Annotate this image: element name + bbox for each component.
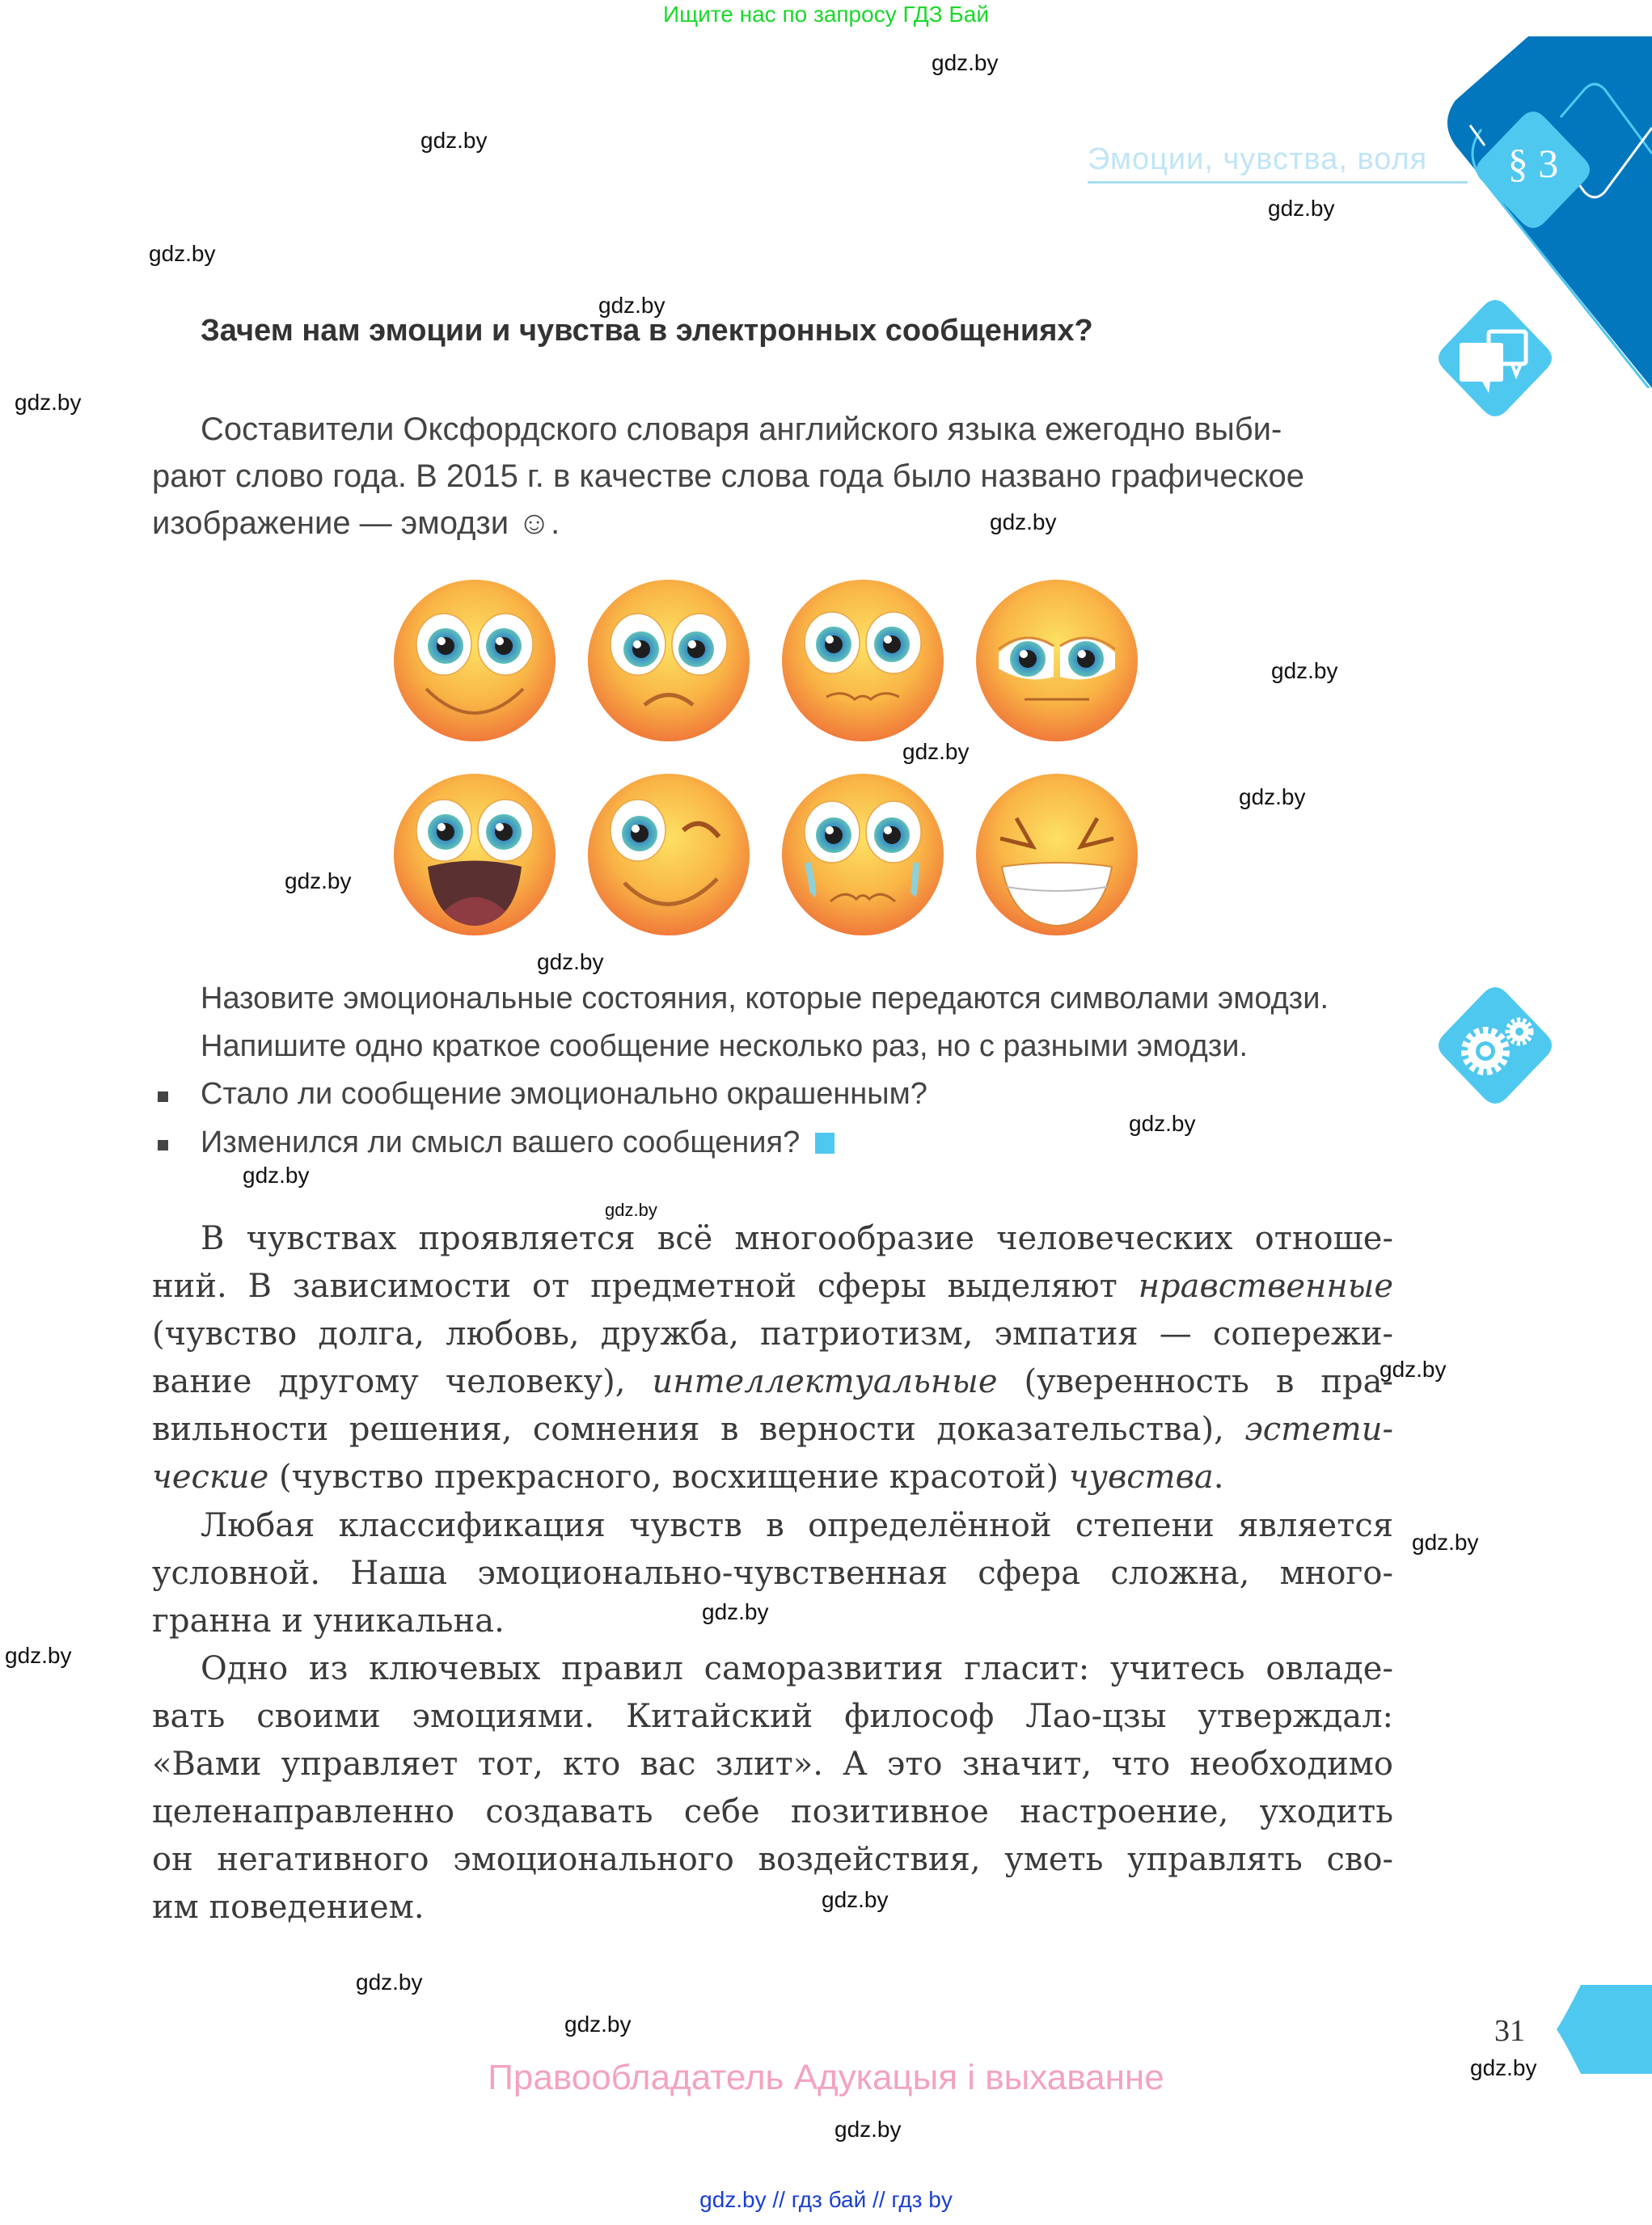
- emoji-skeptical-icon: [976, 580, 1138, 741]
- task-question-2-text: Изменился ли смысл вашего сообщения?: [201, 1125, 801, 1159]
- discussion-icon: [1435, 298, 1555, 419]
- watermark: gdz.by: [149, 241, 216, 266]
- p1-line-6: (чувство прекрасного, восхищение красотой): [268, 1459, 1069, 1496]
- watermark: gdz.by: [1268, 196, 1335, 221]
- chapter-title: Эмоции, чувства, воля: [1088, 142, 1428, 176]
- p1-line-3: (чувство долга, любовь, дружба, патриотизм, эмпатия — сопережи-: [152, 1315, 1393, 1353]
- watermark: gdz.by: [702, 1599, 769, 1624]
- practice-gear-icon: [1435, 985, 1555, 1106]
- bullet-icon: [158, 1140, 168, 1150]
- watermark: gdz.by: [1239, 784, 1306, 809]
- header-rule: [1088, 181, 1468, 184]
- p3-line-3: «Вами управляет тот, кто вас злит». А это значит, что необходимо: [152, 1746, 1393, 1783]
- p2-line-3: гранна и уникальна.: [152, 1602, 505, 1640]
- emoji-faces-illustration: [392, 570, 1144, 946]
- emoji-worried-icon: [782, 580, 944, 741]
- watermark: gdz.by: [243, 1163, 310, 1188]
- emoji-grid: [392, 570, 1144, 946]
- watermark: gdz.by: [1412, 1530, 1479, 1555]
- body-paragraph-3: [152, 1645, 1393, 1932]
- emoji-laughing-icon: [394, 774, 556, 935]
- watermark: gdz.by: [1470, 2055, 1537, 2080]
- intro-end: .: [551, 505, 560, 541]
- p1-line-4-end: (уверенность в пра-: [997, 1363, 1393, 1400]
- top-banner: Ищите нас по запросу ГДЗ Бай: [662, 2, 990, 27]
- term-aesthetic-end: ческие: [152, 1459, 269, 1496]
- watermark: gdz.by: [1271, 658, 1338, 683]
- task-end-marker-icon: [815, 1133, 834, 1154]
- watermark: gdz.by: [5, 1643, 72, 1668]
- task-instruction-2: Напишите одно краткое сообщение несколько раз, но с разными эмодзи.: [201, 1029, 1249, 1063]
- section-number: § 3: [1507, 141, 1559, 186]
- page-number: 31: [1494, 2014, 1525, 2048]
- body-paragraph-2: [152, 1502, 1393, 1645]
- emoji-grinning-icon: [976, 774, 1138, 935]
- intro-line-3: изображение — эмодзи: [152, 505, 509, 541]
- p1-line-1: В чувствах проявляется всё многообразие человеческих отноше-: [201, 1220, 1393, 1257]
- watermark: gdz.by: [564, 2012, 632, 2037]
- p3-line-5: он негативного эмоционального воздействия, уметь управлять сво-: [152, 1841, 1393, 1878]
- watermark: gdz.by: [932, 50, 999, 75]
- watermark: gdz.by: [420, 128, 488, 153]
- bullet-icon: [158, 1091, 168, 1102]
- p3-line-2: вать своими эмоциями. Китайский философ Лао-цзы утверждал:: [152, 1698, 1393, 1735]
- task-question-2: [201, 1125, 834, 1160]
- smiley-inline-icon: ☺: [518, 505, 551, 541]
- term-feelings: чувства: [1068, 1459, 1214, 1496]
- p2-line-2: условной. Наша эмоционально-чувственная сфера сложна, много-: [152, 1555, 1393, 1592]
- watermark: gdz.by: [1129, 1111, 1196, 1136]
- p3-line-1: Одно из ключевых правил саморазвития гласит: учитесь овладе-: [201, 1650, 1393, 1687]
- section-badge: [1473, 109, 1593, 230]
- intro-line-2: рают слово года. В 2015 г. в качестве слова года было названо графическое: [152, 458, 1304, 494]
- term-moral: нравственные: [1138, 1268, 1393, 1305]
- copyright-owner: Правообладатель Адукацыя і выхаванне: [488, 2058, 1164, 2097]
- emoji-crying-icon: [782, 774, 944, 935]
- task-question-1: Стало ли сообщение эмоционально окрашенным?: [201, 1077, 927, 1111]
- intro-paragraph: [152, 406, 1393, 547]
- watermark: gdz.by: [598, 293, 665, 318]
- watermark: gdz.by: [285, 868, 352, 893]
- p2-line-1: Любая классификация чувств в определённой степени является: [201, 1507, 1393, 1544]
- p3-line-4: целенаправленно создавать себе позитивное настроение, уходить: [152, 1793, 1393, 1830]
- p3-line-6: им поведением.: [152, 1889, 425, 1926]
- term-intellectual: интеллектуальные: [652, 1363, 998, 1400]
- body-paragraph-1: [152, 1215, 1393, 1501]
- section-heading: Зачем нам эмоции и чувства в электронных сообщениях?: [201, 314, 1093, 348]
- watermark: gdz.by: [902, 739, 970, 764]
- watermark: gdz.by: [834, 2117, 902, 2142]
- p1-line-2: ний. В зависимости от предметной сферы выделяют: [152, 1268, 1139, 1305]
- p1-line-5: вильности решения, сомнения в верности доказательства),: [152, 1411, 1245, 1448]
- watermark: gdz.by: [990, 509, 1057, 534]
- emoji-smiling-icon: [394, 580, 556, 741]
- emoji-winking-icon: [588, 774, 750, 935]
- emoji-sad-icon: [588, 580, 750, 741]
- term-aesthetic: эстети-: [1244, 1411, 1393, 1448]
- p1-line-4: вание другому человеку),: [152, 1363, 653, 1400]
- watermark: gdz.by: [356, 1970, 423, 1995]
- watermark: gdz.by: [605, 1200, 657, 1220]
- task-instruction-1: Назовите эмоциональные состояния, которые передаются символами эмодзи.: [201, 982, 1329, 1015]
- intro-line-1: Составители Оксфордского словаря английского языка ежегодно выби-: [201, 412, 1282, 447]
- watermark: gdz.by: [822, 1887, 889, 1912]
- footer-links[interactable]: gdz.by // гдз бай // гдз by: [699, 2187, 953, 2212]
- watermark: gdz.by: [15, 390, 82, 415]
- p1-end: .: [1213, 1459, 1224, 1496]
- watermark: gdz.by: [1379, 1357, 1447, 1382]
- watermark: gdz.by: [537, 949, 604, 974]
